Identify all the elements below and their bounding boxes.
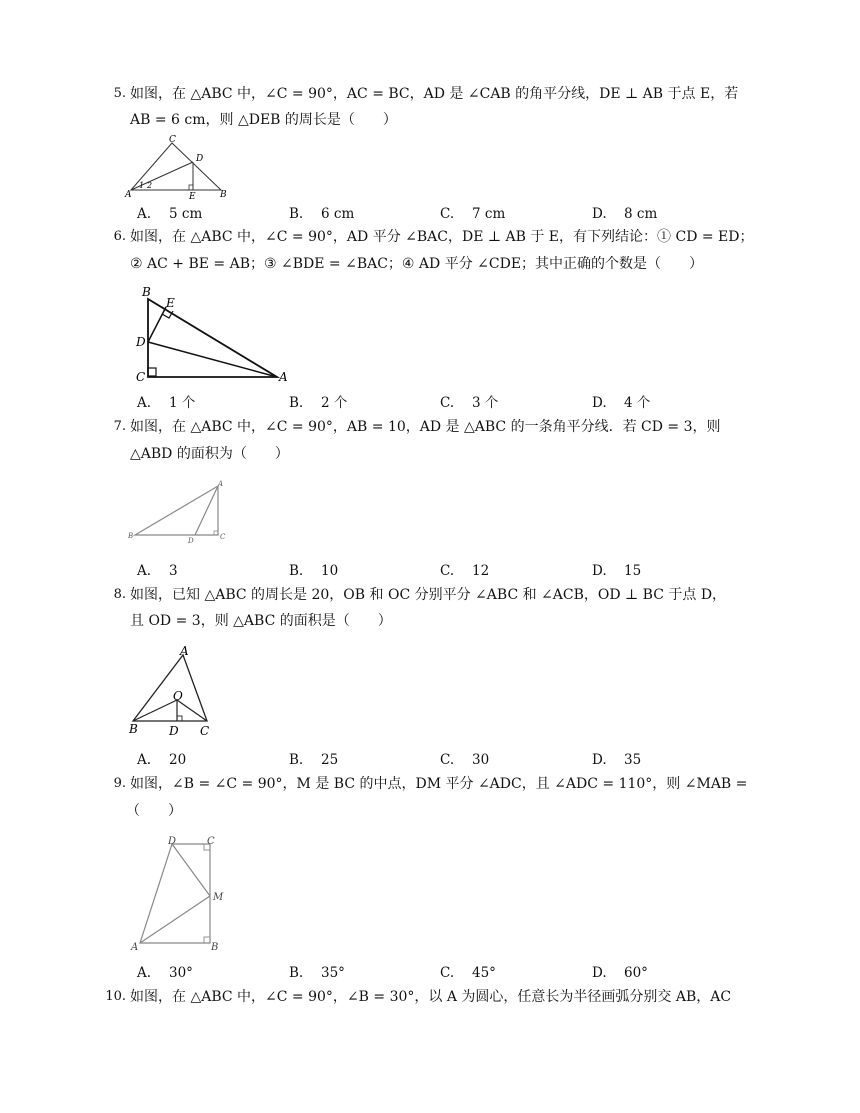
option-c[interactable]: C. 12	[440, 563, 490, 579]
option-d[interactable]: D. 15	[592, 563, 642, 579]
option-d[interactable]: D. 35	[592, 752, 642, 768]
question-number: 6.	[113, 229, 126, 244]
question-text-line: 且 OD = 3，则 △ABC 的面积是（ ）	[130, 613, 392, 629]
question-text-line: 如图，在 △ABC 中，∠C = 90°，AD 平分 ∠BAC，DE ⊥ AB 于 E，有下列结论：① CD = ED；	[130, 229, 754, 245]
figure-label: D	[169, 724, 179, 738]
question-text-line: 如图，已知 △ABC 的周长是 20，OB 和 OC 分别平分 ∠ABC 和 ∠ACB，OD ⊥ BC 于点 D，	[130, 587, 727, 603]
option-b[interactable]: B. 35°	[289, 965, 345, 981]
figure-label: C	[136, 370, 146, 384]
figure-label: D	[188, 537, 194, 545]
question-text-line: △ABD 的面积为（ ）	[130, 446, 289, 462]
question-number: 7.	[113, 419, 126, 434]
figure-q9	[125, 832, 235, 957]
figure-q8	[125, 643, 225, 743]
figure-label: O	[173, 689, 183, 703]
question-text-line: 如图，∠B = ∠C = 90°，M 是 BC 的中点，DM 平分 ∠ADC，且 ∠ADC = 110°，则 ∠MAB =	[130, 776, 748, 792]
option-c[interactable]: C. 7 cm	[440, 206, 506, 222]
figure-label: C	[220, 533, 226, 541]
option-b[interactable]: B. 25	[289, 752, 339, 768]
option-b[interactable]: B. 6 cm	[289, 206, 355, 222]
option-d[interactable]: D. 8 cm	[592, 206, 658, 222]
question-text-line: 如图，在 △ABC 中，∠C = 90°，∠B = 30°，以 A 为圆心，任意长为半径画弧分别交 AB，AC	[130, 989, 732, 1005]
option-b[interactable]: B. 10	[289, 563, 339, 579]
figure-label: C	[207, 836, 215, 847]
option-d[interactable]: D. 60°	[592, 965, 648, 981]
figure-label: A	[279, 370, 288, 384]
option-c[interactable]: C. 30	[440, 752, 490, 768]
option-a[interactable]: A. 3	[137, 563, 178, 579]
figure-label: B	[142, 285, 151, 299]
question-text-line: （ ）	[126, 803, 182, 819]
figure-q6	[135, 285, 295, 385]
figure-label: A	[218, 480, 224, 488]
figure-label: C	[169, 135, 176, 145]
question-text-line: 如图，在 △ABC 中，∠C = 90°，AC = BC，AD 是 ∠CAB 的角平分线，DE ⊥ AB 于点 E，若	[130, 86, 739, 102]
option-c[interactable]: C. 3 个	[440, 395, 499, 411]
figure-label: B	[128, 532, 134, 540]
figure-label: D	[136, 335, 146, 349]
question-text-line: 如图，在 △ABC 中，∠C = 90°，AB = 10，AD 是 △ABC 的一条角平分线．若 CD = 3，则	[130, 419, 721, 435]
question-number: 9.	[113, 776, 126, 791]
figure-label: E	[189, 192, 196, 202]
option-b[interactable]: B. 2 个	[289, 395, 348, 411]
figure-label: M	[213, 892, 224, 903]
option-d[interactable]: D. 4 个	[592, 395, 651, 411]
option-a[interactable]: A. 20	[137, 752, 187, 768]
figure-label: B	[220, 190, 227, 200]
question-text-line: AB = 6 cm，则 △DEB 的周长是（ ）	[130, 112, 397, 128]
figure-label: 1	[139, 181, 145, 190]
figure-label: D	[168, 836, 177, 847]
question-number: 10.	[105, 989, 126, 1004]
figure-label: E	[166, 296, 175, 310]
figure-label: B	[211, 942, 219, 953]
figure-label: A	[131, 942, 139, 953]
figure-q7	[125, 476, 240, 546]
figure-label: B	[129, 722, 138, 736]
option-a[interactable]: A. 1 个	[137, 395, 196, 411]
option-a[interactable]: A. 5 cm	[137, 206, 203, 222]
figure-label: 2	[147, 181, 153, 190]
question-text-line: ② AC + BE = AB；③ ∠BDE = ∠BAC；④ AD 平分 ∠CDE；其中正确的个数是（ ）	[130, 256, 704, 272]
option-c[interactable]: C. 45°	[440, 965, 496, 981]
question-number: 8.	[113, 587, 126, 602]
figure-label: A	[180, 644, 189, 658]
figure-label: A	[125, 190, 132, 200]
figure-label: D	[196, 154, 204, 164]
option-a[interactable]: A. 30°	[137, 965, 193, 981]
figure-q5	[125, 134, 235, 200]
question-number: 5.	[113, 86, 126, 101]
figure-label: C	[200, 724, 210, 738]
